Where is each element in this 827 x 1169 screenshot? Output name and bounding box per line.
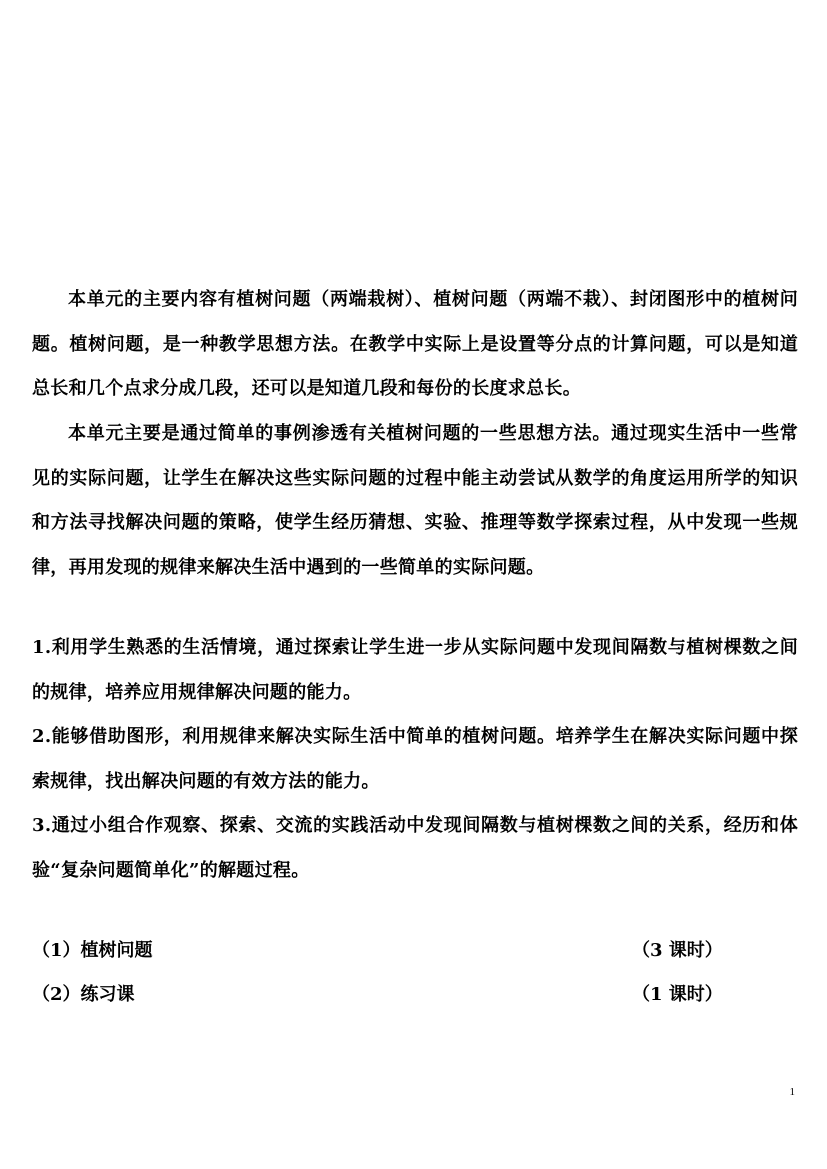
schedule-item-label: （2）练习课 xyxy=(32,984,135,1005)
schedule-row xyxy=(32,980,752,1010)
schedule-hours: （1 课时） xyxy=(632,984,723,1005)
schedule-item-label: （1）植树问题 xyxy=(32,940,153,961)
goal-item-3: 3.通过小组合作观察、探索、交流的实践活动中发现间隔数与植树棵数之间的关系，经历和体验“复杂问题简单化”的解题过程。 xyxy=(32,815,798,881)
schedule-row xyxy=(32,936,752,966)
goal-item-1: 1.利用学生熟悉的生活情境，通过探索让学生进一步从实际问题中发现间隔数与植树棵数之间的规律，培养应用规律解决问题的能力。 xyxy=(32,637,798,703)
page-number: 1 xyxy=(789,1086,795,1098)
content-paragraph-2: 本单元主要是通过简单的事例渗透有关植树问题的一些思想方法。通过现实生活中一些常见的实际问题，让学生在解决这些实际问题的过程中能主动尝试从数学的角度运用所学的知识和方法寻找解决问题的策略，使学生经历猜想、实验、推理等数学探索过程，从中发现一些规律，再用发现的规律来解决生活中遇到的一些简单的实际问题。 xyxy=(32,423,798,578)
content-paragraph-1: 本单元的主要内容有植树问题（两端栽树）、植树问题（两端不栽）、封闭图形中的植树问题。植树问题，是一种教学思想方法。在教学中实际上是设置等分点的计算问题，可以是知道总长和几个点求分成几段，还可以是知道几段和每份的长度求总长。 xyxy=(32,289,798,399)
schedule-hours: （3 课时） xyxy=(632,940,723,961)
goal-item-2: 2.能够借助图形，利用规律来解决实际生活中简单的植树问题。培养学生在解决实际问题中探索规律，找出解决问题的有效方法的能力。 xyxy=(32,726,798,792)
